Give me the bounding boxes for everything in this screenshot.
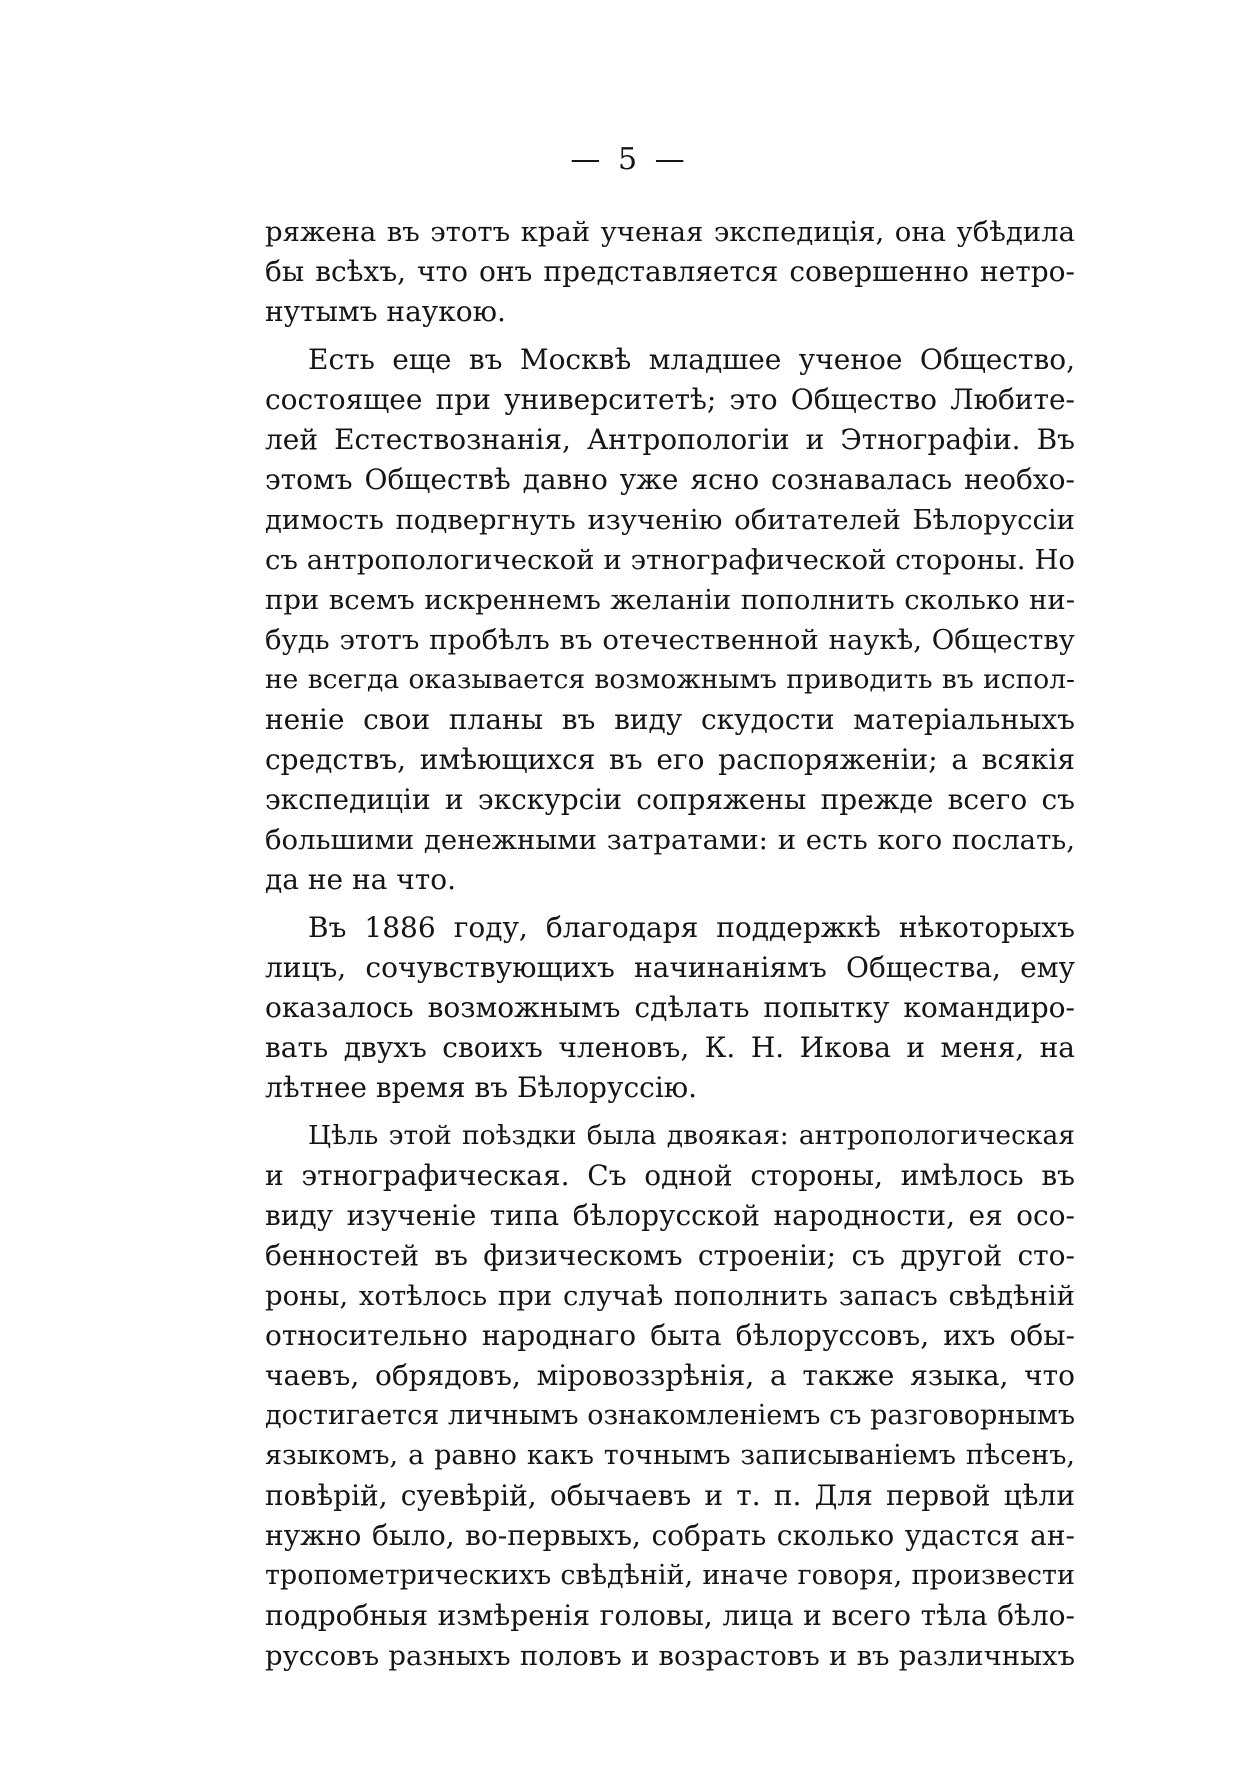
text-line: да не на что. [265,863,456,896]
text-line: ряжена въ этотъ край ученая экспедиція, она убѣдила [265,216,1075,248]
text-line: оказалось возможнымъ сдѣлать попытку командиро- [265,991,1075,1024]
text-line: димость подвергнуть изученію обитателей Бѣлоруссіи [265,504,1075,536]
text-line: языкомъ, а равно какъ точнымъ записываніемъ пѣсенъ, [265,1440,1075,1471]
text-line: при всемъ искреннемъ желаніи пополнить сколько ни- [265,584,1075,616]
text-line: лѣтнее время въ Бѣлоруссію. [265,1071,698,1104]
text-line: бы всѣхъ, что онъ представляется совершенно нетро- [265,255,1075,288]
paragraph [265,340,1075,900]
text-line: состоящее при университетѣ; это Общество Любите- [265,383,1075,416]
text-line: виду изученіе типа бѣлорусской народности, ея осо- [265,1199,1075,1232]
paragraph [265,908,1075,1108]
text-line: подробныя измѣренія головы, лица и всего тѣла бѣло- [265,1599,1075,1632]
text-line: тропометрическихъ свѣдѣній, иначе говоря, произвести [265,1560,1075,1591]
paragraph [265,1116,1075,1676]
paragraph-gap [265,332,1075,340]
text-line: и этнографическая. Съ одной стороны, имѣлось въ [265,1159,1075,1192]
text-line: съ антропологической и этнографической стороны. Но [265,544,1075,576]
text-line: этомъ Обществѣ давно уже ясно сознавалась необхо- [265,463,1075,496]
text-line: достигается личнымъ ознакомленіемъ съ разговорнымъ [265,1400,1075,1431]
text-line: не всегда оказывается возможнымъ приводить въ испол- [265,664,1075,695]
text-line: лей Естествознанія, Антропологіи и Этнографіи. Въ [265,423,1075,456]
text-line: Есть еще въ Москвѣ младшее ученое Общество, [308,343,1075,376]
text-line: неніе свои планы въ виду скудости матеріальныхъ [265,703,1075,736]
text-line: экспедиціи и экскурсіи сопряжены прежде всего съ [265,783,1075,816]
text-line: роны, хотѣлось при случаѣ пополнить запасъ свѣдѣній [265,1280,1075,1312]
paragraph-gap [265,1108,1075,1116]
text-line: лицъ, сочувствующихъ начинаніямъ Общества, ему [265,951,1075,984]
text-line: чаевъ, обрядовъ, міровоззрѣнія, а также языка, что [265,1359,1075,1392]
text-line: Цѣль этой поѣздки была двоякая: антропологическая [308,1120,1075,1151]
text-line: будь этотъ пробѣлъ въ отечественной наукѣ, Обществу [265,624,1075,656]
page-number: — 5 — [570,142,689,177]
text-line: средствъ, имѣющихся въ его распоряженіи; а всякія [265,743,1075,776]
text-line: большими денежными затратами: и есть кого послать, [265,824,1075,856]
text-line: бенностей въ физическомъ строеніи; съ другой сто- [265,1239,1075,1272]
text-line: повѣрій, суевѣрій, обычаевъ и т. п. Для первой цѣли [265,1479,1075,1512]
text-line: руссовъ разныхъ половъ и возрастовъ и въ различныхъ [265,1640,1075,1672]
text-line: вать двухъ своихъ членовъ, К. Н. Икова и меня, на [265,1031,1075,1064]
paragraph-gap [265,900,1075,908]
text-line: нужно было, во-первыхъ, собрать сколько удастся ан- [265,1519,1075,1552]
text-line: Въ 1886 году, благодаря поддержкѣ нѣкоторыхъ [308,911,1075,944]
body-text [265,212,1075,1676]
text-line: нутымъ наукою. [265,295,506,328]
text-line: относительно народнаго быта бѣлоруссовъ, ихъ обы- [265,1319,1075,1352]
paragraph [265,212,1075,332]
